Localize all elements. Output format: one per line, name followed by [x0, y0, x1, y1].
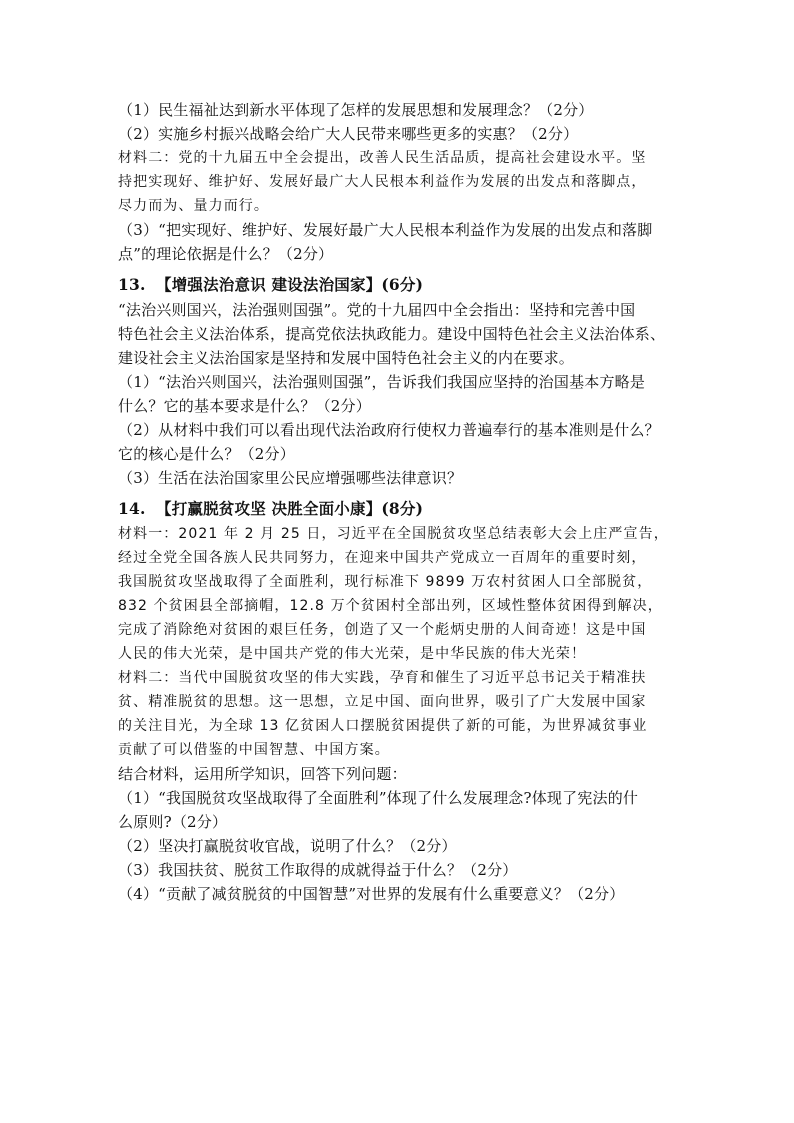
material-14-2-line: 贡献了可以借鉴的中国智慧、中国方案。	[118, 742, 390, 758]
question-13-1: （1）“法治兴则国兴，法治强则国强”，告诉我们我国应坚持的治国基本方略是	[118, 373, 646, 391]
question-14-1: （1）“我国脱贫攻坚战取得了全面胜利”体现了什么发展理念?体现了宪法的什	[118, 789, 639, 807]
question-14-number: 14.	[118, 499, 146, 518]
question-12-1: （1）民生福祉达到新水平体现了怎样的发展思想和发展理念？（2分）	[118, 101, 594, 119]
question-12-3: （3）“把实现好、维护好、发展好最广大人民根本利益作为发展的出发点和落脚	[118, 221, 653, 239]
question-13-3: （3）生活在法治国家里公民应增强哪些法律意识？	[118, 469, 463, 487]
material-12-2-line: 持把实现好、维护好、发展好最广大人民根本利益作为发展的出发点和落脚点，	[118, 174, 647, 190]
material-14-2-line: 材料二：当代中国脱贫攻坚的伟大实践，孕育和催生了习近平总书记关于精准扶	[118, 670, 647, 686]
question-13-title: 【增强法治意识 建设法治国家】(6分)	[156, 275, 424, 294]
material-14-2-line: 贫、精准脱贫的思想。这一思想，立足中国、面向世界，吸引了广大发展中国家	[118, 694, 647, 710]
page-content	[118, 98, 684, 906]
material-14-1-line: 人民的伟大光荣，是中国共产党的伟大光荣，是中华民族的伟大光荣！	[118, 646, 587, 662]
material-14-1-line: 完成了消除绝对贫困的艰巨任务，创造了又一个彪炳史册的人间奇迹！这是中国	[118, 622, 647, 638]
question-14-1: 么原则?（2分）	[118, 813, 228, 831]
material-13-line: 特色社会主义法治体系，提高党依法执政能力。建设中国特色社会主义法治体系、	[118, 325, 666, 343]
question-14-4: （4）“贡献了减贫脱贫的中国智慧”对世界的发展有什么重要意义？（2分）	[118, 885, 625, 903]
question-13-2: 它的核心是什么？（2分）	[118, 445, 295, 463]
question-14-instruction: 结合材料，运用所学知识，回答下列问题：	[118, 765, 407, 783]
material-14-1-line: 材料一：2021 年 2 月 25 日，习近平在全国脱贫攻坚总结表彰大会上庄严宣告，	[118, 526, 669, 542]
material-14-1-line: 832 个贫困县全部摘帽，12.8 万个贫困村全部出列，区域性整体贫困得到解决，	[118, 598, 663, 614]
material-12-2-line: 尽力而为、量力而行。	[118, 198, 269, 214]
question-13-2: （2）从材料中我们可以看出现代法治政府行使权力普遍奉行的基本准则是什么？	[118, 421, 660, 439]
material-12-2-line: 材料二：党的十九届五中全会提出，改善人民生活品质，提高社会建设水平。坚	[118, 150, 647, 166]
material-14-1-line: 经过全党全国各族人民共同努力，在迎来中国共产党成立一百周年的重要时刻，	[118, 550, 647, 566]
material-14-1-line: 我国脱贫攻坚战取得了全面胜利，现行标准下 9899 万农村贫困人口全部脱贫，	[118, 574, 653, 590]
material-13-line: “法治兴则国兴，法治强则国强”。党的十九届四中全会指出：坚持和完善中国	[118, 301, 636, 319]
question-12-3: 点”的理论依据是什么？（2分）	[118, 245, 334, 263]
question-13-number: 13.	[118, 275, 146, 294]
material-13-line: 建设社会主义法治国家是坚持和发展中国特色社会主义的内在要求。	[118, 349, 575, 367]
question-14-3: （3）我国扶贫、脱贫工作取得的成就得益于什么？（2分）	[118, 861, 518, 879]
question-14-heading	[118, 496, 684, 522]
material-14-2-line: 的关注目光，为全球 13 亿贫困人口摆脱贫困提供了新的可能，为世界减贫事业	[118, 718, 648, 734]
question-14-2: （2）坚决打赢脱贫收官战，说明了什么？（2分）	[118, 837, 457, 855]
question-13-1: 什么？它的基本要求是什么？（2分）	[118, 397, 371, 415]
question-12-2: （2）实施乡村振兴战略会给广大人民带来哪些更多的实惠？（2分）	[118, 125, 579, 143]
question-13-heading	[118, 272, 684, 298]
question-14-title: 【打赢脱贫攻坚 决胜全面小康】(8分)	[156, 499, 424, 518]
